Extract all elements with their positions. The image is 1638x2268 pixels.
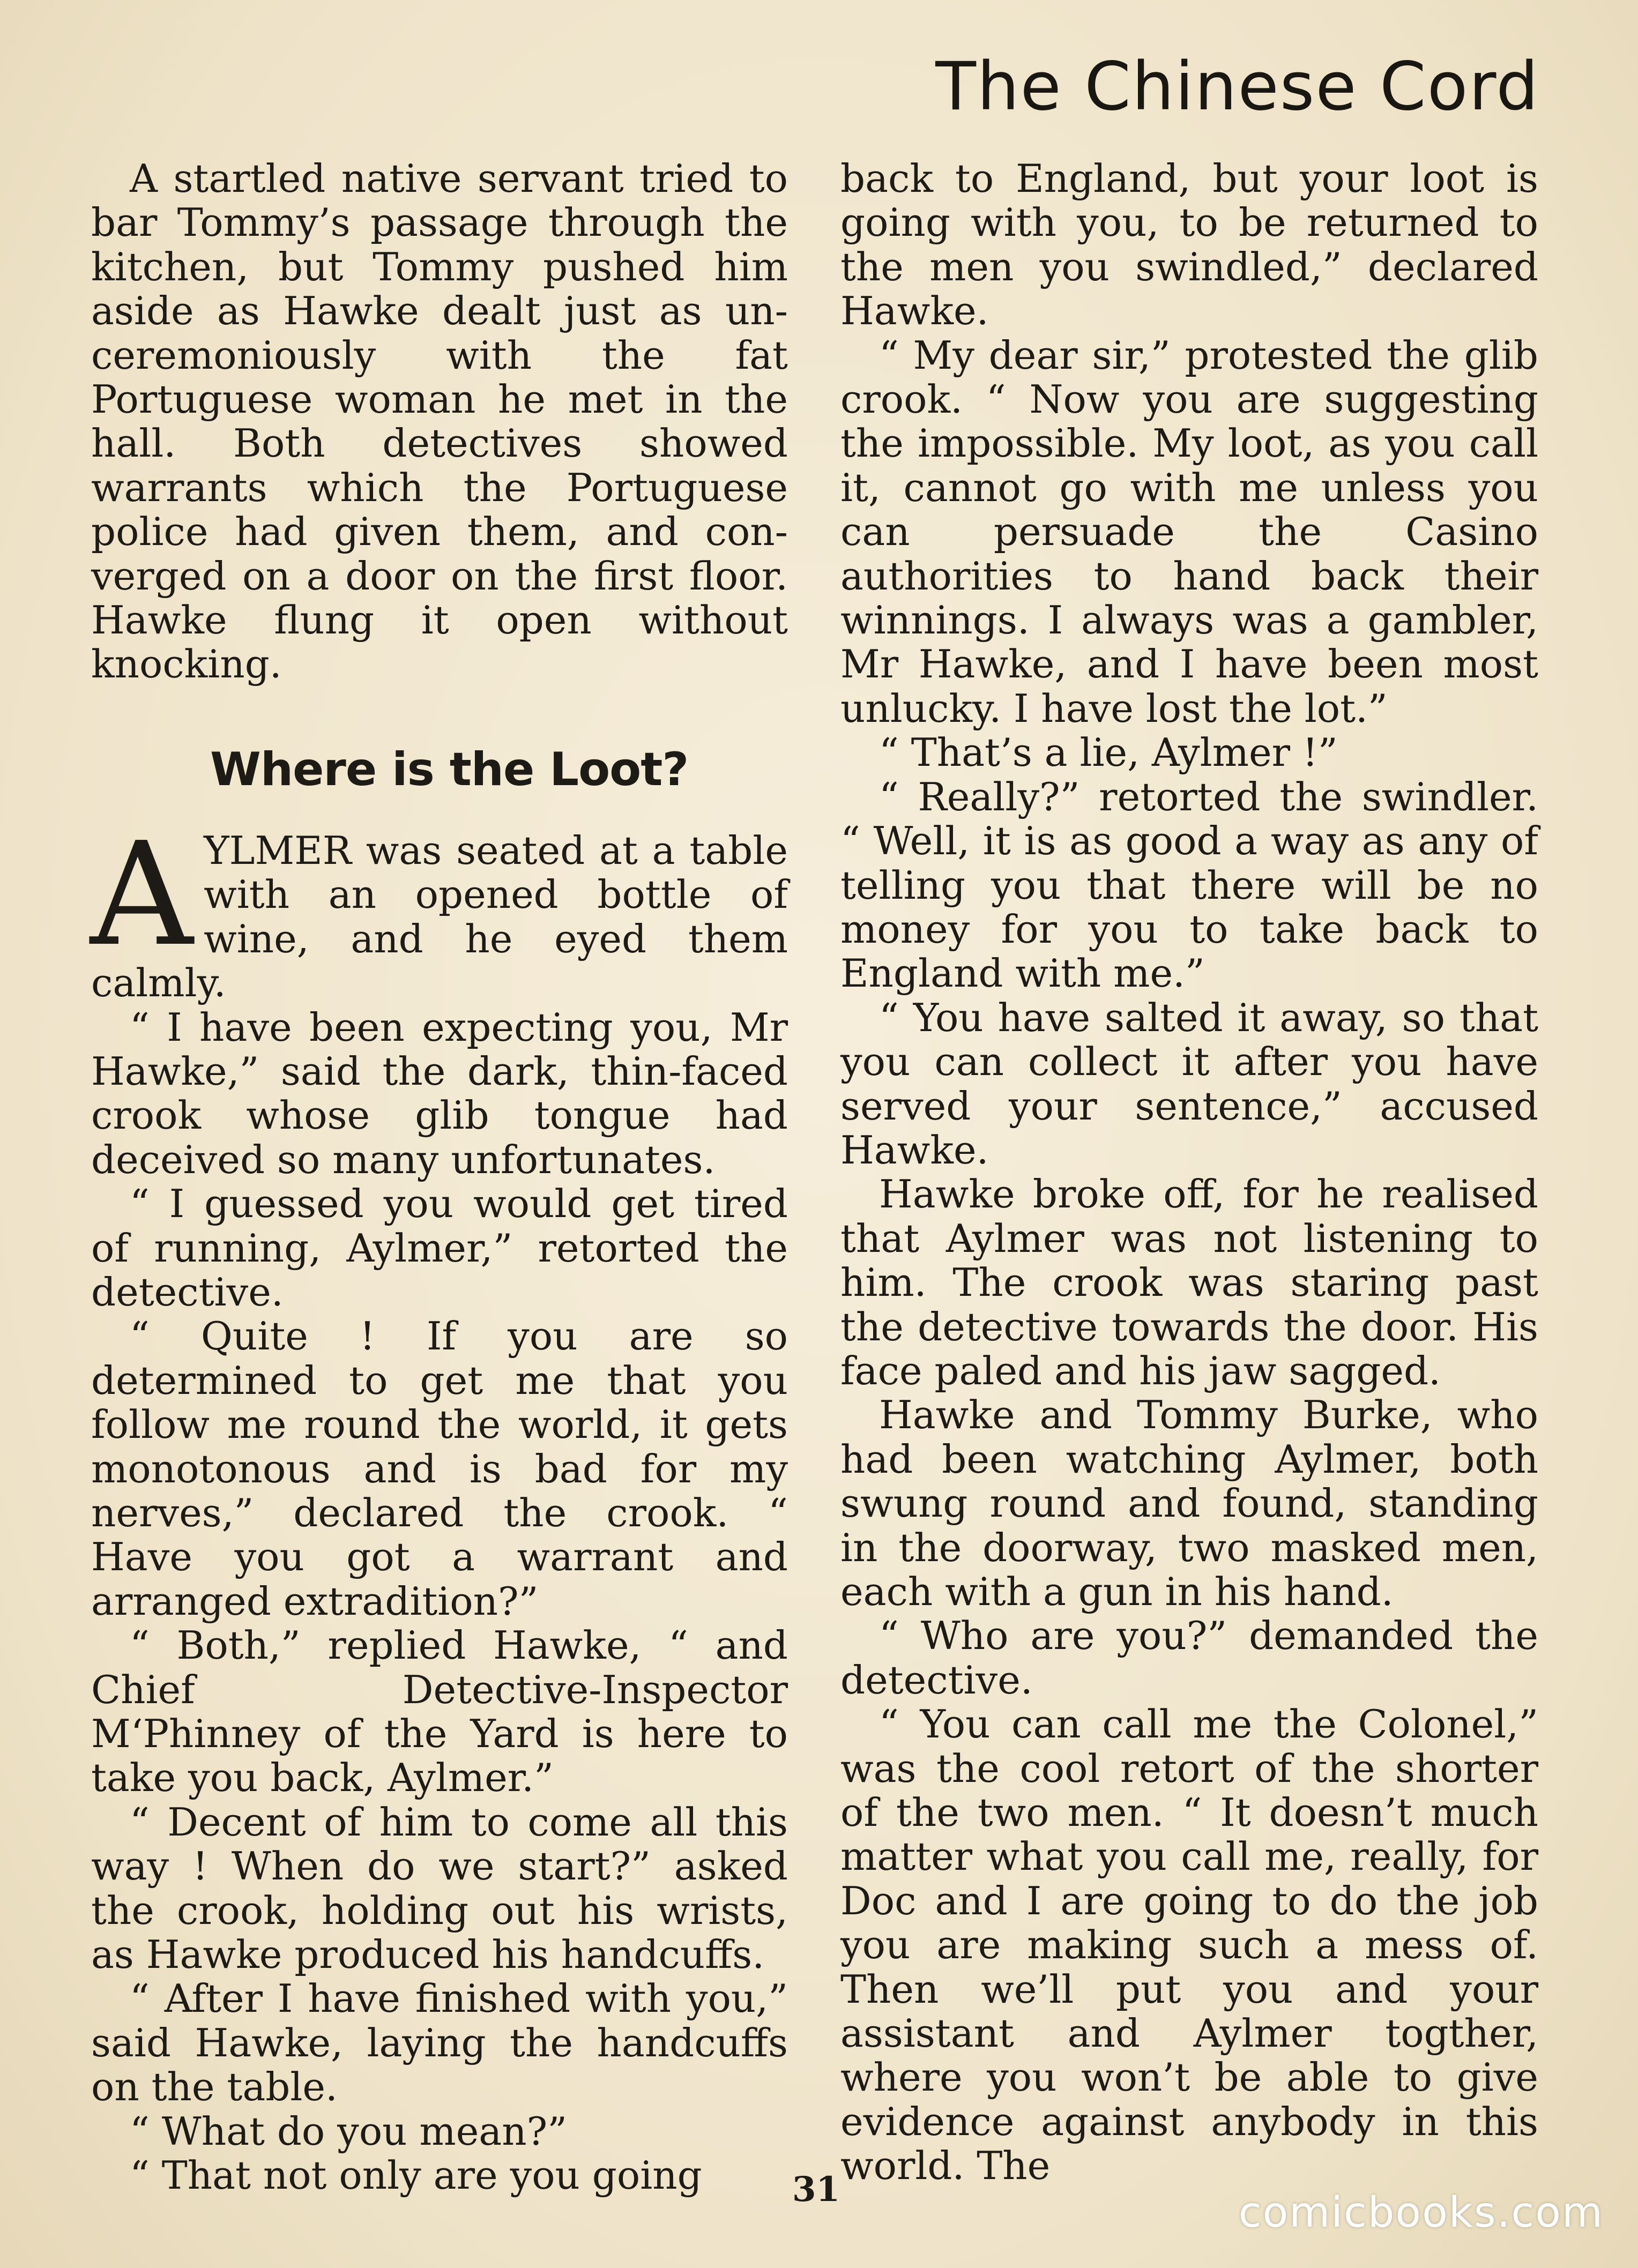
- watermark: comicbooks.com: [1238, 2189, 1604, 2237]
- paragraph: A startled native servant tried to bar Tommy’s passage through the kitchen, but Tommy pushed him aside as Hawke dealt just as unceremoniously with the fat Portuguese woman he met in the hall. Both detectives showed warrants which the Portuguese police had given them, and converged on a door on the first floor. Hawke flung it open without knocking.: [91, 156, 788, 687]
- paragraph: “ What do you mean?”: [130, 2108, 568, 2154]
- paragraph: “ Who are you?” demanded the detective.: [840, 1613, 1538, 1703]
- dropcap-paragraph: [90, 811, 788, 1006]
- paragraph: “ Really?” retorted the swindler. “ Well, it is as good a way as any of telling you that there will be no money for you to take back to England with me.”: [840, 774, 1538, 996]
- right-column: [840, 156, 1538, 2188]
- paragraph: “ After I have finished with you,” said Hawke, laying the handcuffs on the table.: [91, 1976, 788, 2110]
- paragraph: “ That’s a lie, Aylmer !”: [879, 730, 1338, 775]
- paragraph: “ Quite ! If you are so determined to get me that you follow me round the world, it gets monotonous and is bad for my nerves,” declared the crook. “ Have you got a warrant and arranged extradition?”: [91, 1314, 788, 1624]
- paragraph: “ I have been expecting you, Mr Hawke,” said the dark, thin-faced crook whose glib tongue had deceived so many unfortunates.: [91, 1004, 788, 1182]
- paragraph: Hawke broke off, for he realised that Aylmer was not listening to him. The crook was staring past the detective towards the door. His face paled and his jaw sagged.: [840, 1172, 1538, 1393]
- running-title: The Chinese Cord: [935, 48, 1539, 125]
- dropcap-paragraph-text: YLMER was seated at a table with an opened bottle of wine, and he eyed them calmly.: [91, 827, 788, 1006]
- paragraph: “ You can call me the Colonel,” was the cool retort of the shorter of the two men. “ It doesn’t much matter what you call me, really, for Doc and I are going to do the job you are making such a mess of. Then we’ll put you and your assistant and Aylmer togther, where you won’t be able to give evidence against anybody in this world. The: [840, 1702, 1538, 2189]
- drop-cap: A: [90, 811, 193, 978]
- left-column: [91, 156, 788, 2197]
- paragraph: “ That not only are you going: [130, 2153, 702, 2198]
- paragraph: back to England, but your loot is going with you, to be returned to the men you swindled,” declared Hawke.: [840, 156, 1538, 334]
- paragraph: Hawke and Tommy Burke, who had been watching Aylmer, both swung round and found, standing in the doorway, two masked men, each with a gun in his hand.: [840, 1392, 1538, 1614]
- paragraph: “ I guessed you would get tired of running, Aylmer,” retorted the detective.: [91, 1181, 788, 1315]
- paragraph: “ Decent of him to come all this way ! When do we start?” asked the crook, holding out his wrists, as Hawke produced his handcuffs.: [91, 1799, 788, 1978]
- paragraph: “ You have salted it away, so that you can collect it after you have served your sentence,” accused Hawke.: [840, 995, 1538, 1173]
- page-number: 31: [792, 2169, 840, 2210]
- section-subheading: Where is the Loot?: [210, 742, 689, 796]
- paragraph: “ My dear sir,” protested the glib crook. “ Now you are suggesting the impossible. My loot, as you call it, cannot go with me unless you can persuade the Casino authorities to hand back their winnings. I always was a gambler, Mr Hawke, and I have been most unlucky. I have lost the lot.”: [840, 332, 1538, 731]
- paragraph: “ Both,” replied Hawke, “ and Chief Detective-Inspector M‘Phinney of the Yard is here to take you back, Aylmer.”: [91, 1623, 788, 1801]
